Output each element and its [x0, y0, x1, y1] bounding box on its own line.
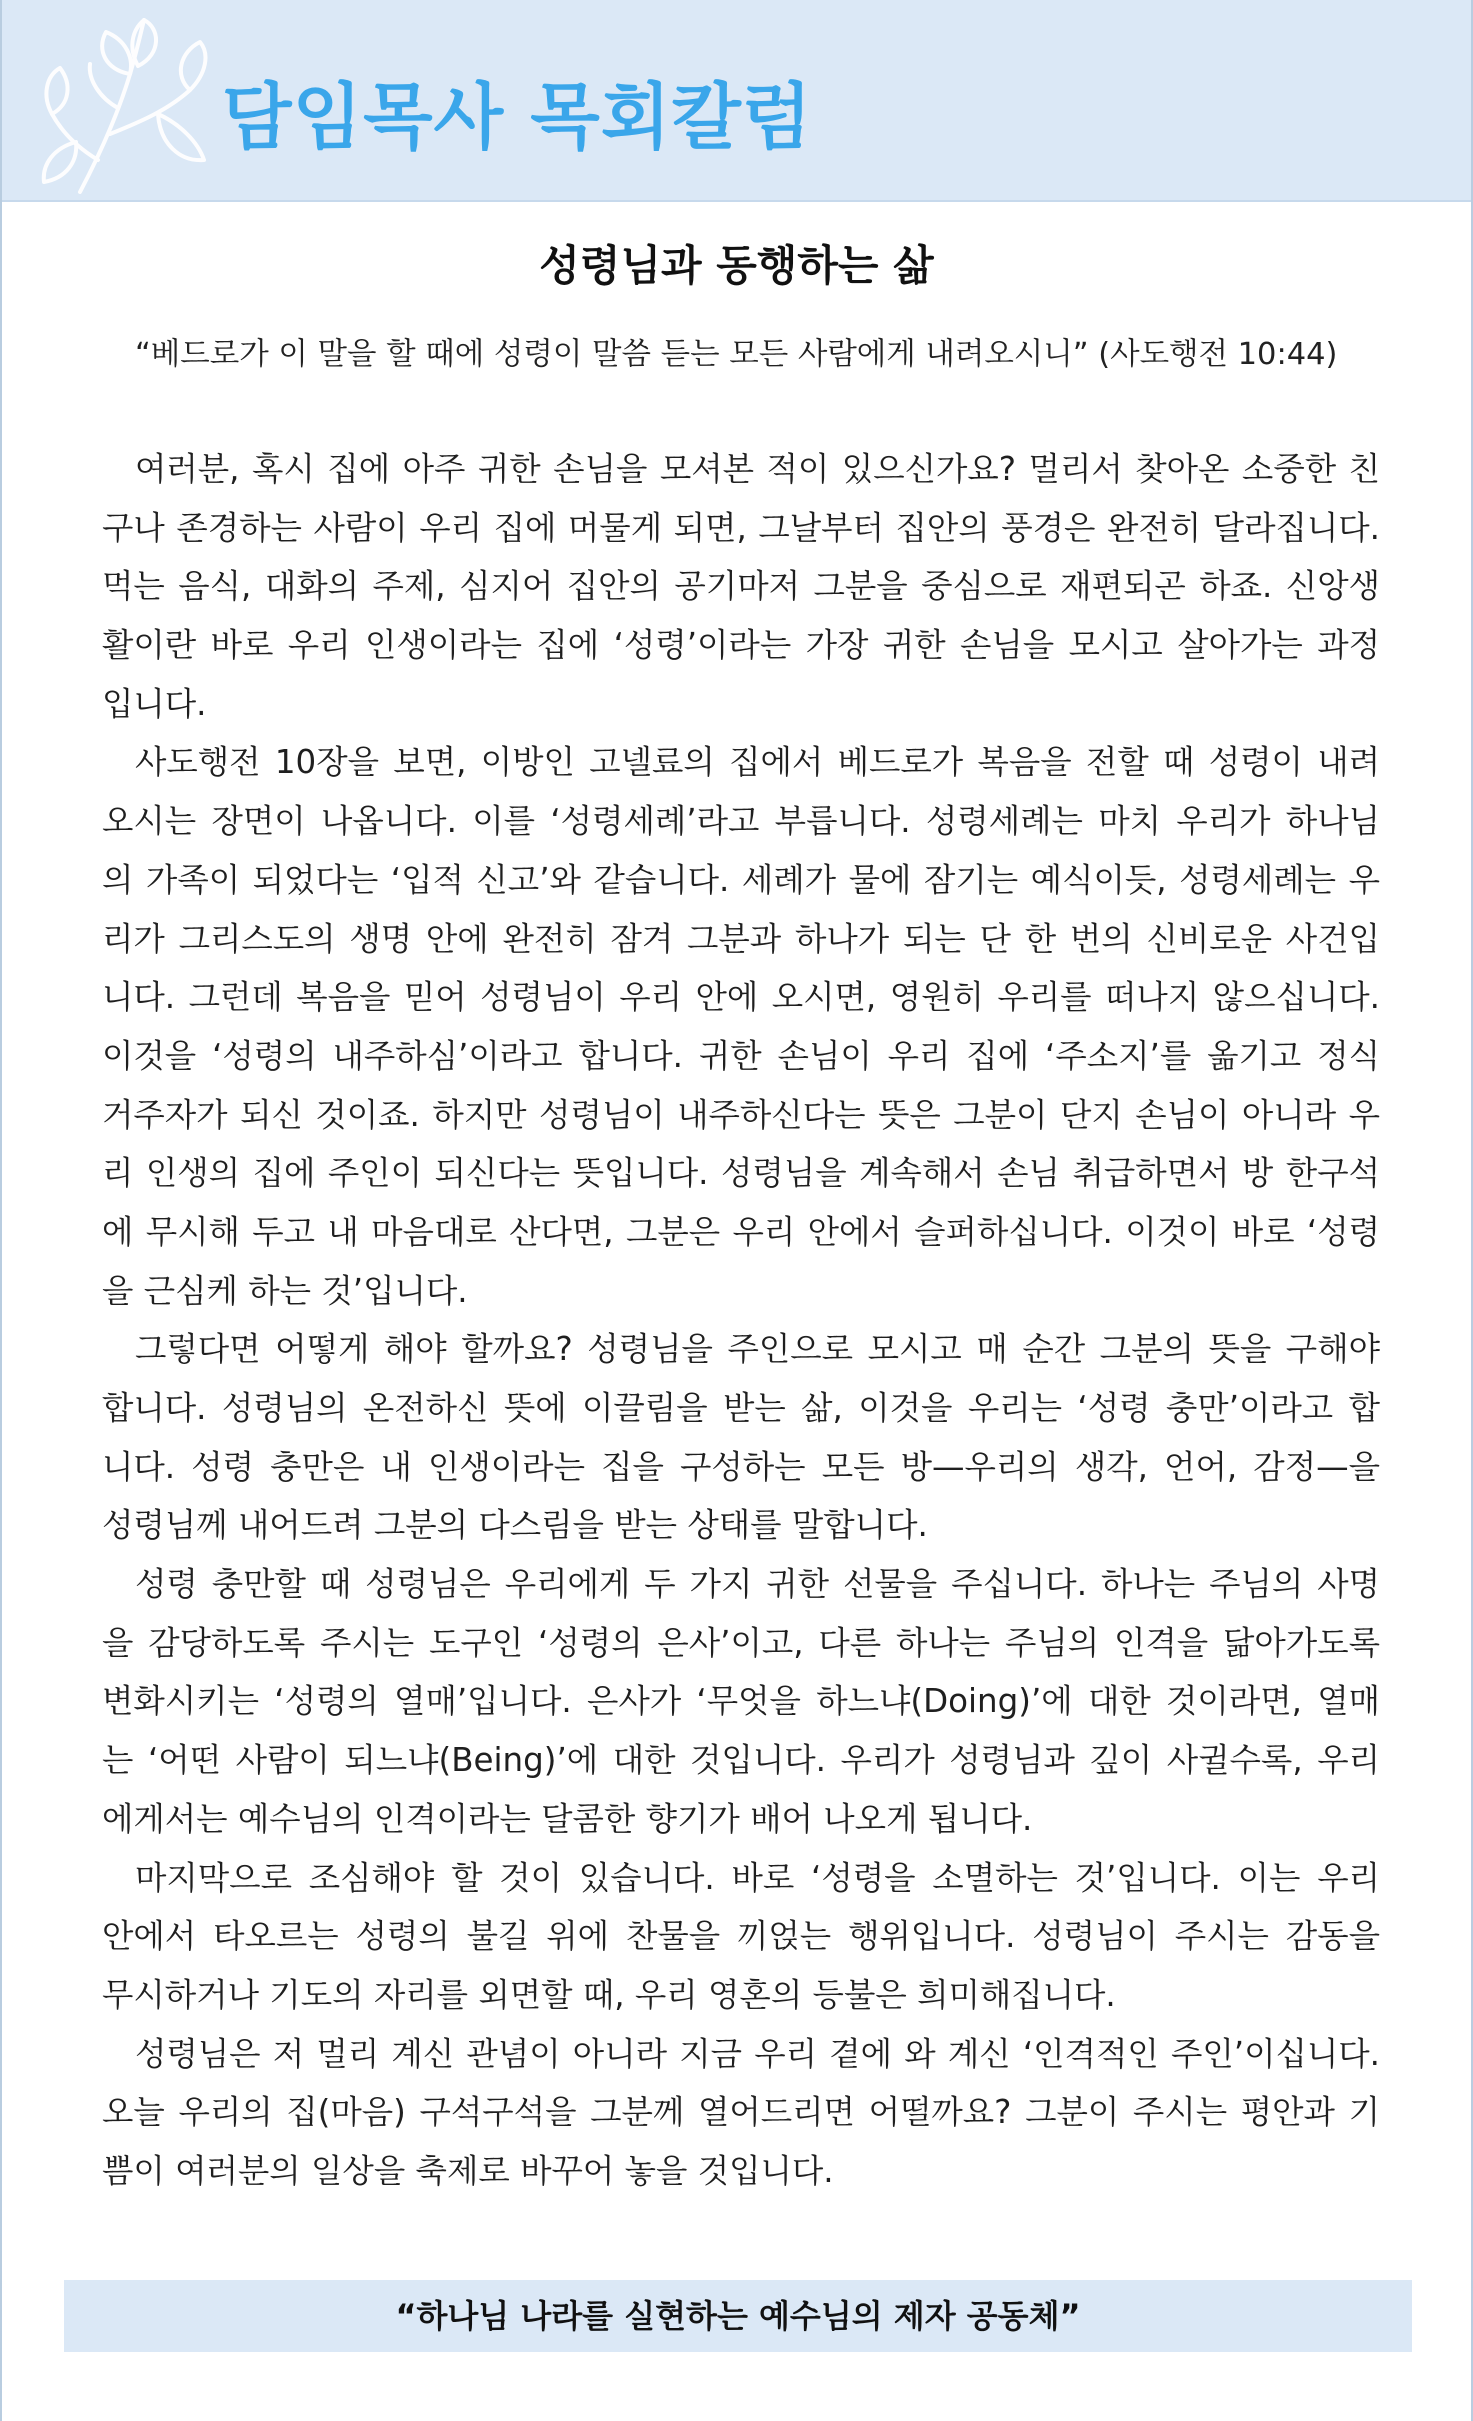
body-line: 니다. 성령 충만은 내 인생이라는 집을 구성하는 모든 방—우리의 생각, 언어, 감정—을	[102, 1447, 1380, 1486]
body-line: 는 ‘어떤 사람이 되느냐(Being)’에 대한 것입니다. 우리가 성령님과 깊이 사귈수록, 우리	[102, 1741, 1380, 1780]
body-line: 성령님께 내어드려 그분의 다스림을 받는 상태를 말합니다.	[102, 1506, 928, 1545]
body-line: 합니다. 성령님의 온전하신 뜻에 이끌림을 받는 삶, 이것을 우리는 ‘성령 충만’이라고 합	[102, 1389, 1380, 1427]
body-line: 사도행전 10장을 보면, 이방인 고넬료의 집에서 베드로가 복음을 전할 때 성령이 내려	[135, 743, 1380, 782]
article-title: 성령님과 동행하는 삶	[539, 241, 934, 290]
body-line: 안에서 타오르는 성령의 불길 위에 찬물을 끼얹는 행위입니다. 성령님이 주시는 감동을	[102, 1917, 1380, 1956]
body-line: 거주자가 되신 것이죠. 하지만 성령님이 내주하신다는 뜻은 그분이 단지 손님이 아니라 우	[102, 1095, 1380, 1134]
body-line: 이것을 ‘성령의 내주하심’이라고 합니다. 귀한 손님이 우리 집에 ‘주소지’를 옮기고 정식	[102, 1036, 1380, 1075]
column-title: 담임목사 목회칼럼	[222, 75, 813, 159]
article-body	[102, 440, 1380, 2201]
scripture-verse: “베드로가 이 말을 할 때에 성령이 말씀 듣는 모든 사람에게 내려오시니” (사도행전 10:44)	[135, 337, 1338, 372]
body-line: 성령님은 저 멀리 계신 관념이 아니라 지금 우리 곁에 와 계신 ‘인격적인 주인’이십니다.	[135, 2034, 1380, 2073]
body-line: 변화시키는 ‘성령의 열매’입니다. 은사가 ‘무엇을 하느냐(Doing)’에 대한 것이라면, 열매	[102, 1682, 1380, 1721]
body-line: 에게서는 예수님의 인격이라는 달콤한 향기가 배어 나오게 됩니다.	[102, 1799, 1033, 1838]
body-line: 을 근심케 하는 것’입니다.	[102, 1271, 468, 1310]
body-line: 오시는 장면이 나옵니다. 이를 ‘성령세례’라고 부릅니다. 성령세례는 마치 우리가 하나님	[102, 802, 1380, 841]
body-line: 활이란 바로 우리 인생이라는 집에 ‘성령’이라는 가장 귀한 손님을 모시고 살아가는 과정	[102, 626, 1380, 665]
body-line: 마지막으로 조심해야 할 것이 있습니다. 바로 ‘성령을 소멸하는 것’입니다. 이는 우리	[135, 1858, 1380, 1897]
body-line: 입니다.	[102, 684, 207, 723]
body-line: 리 인생의 집에 주인이 되신다는 뜻입니다. 성령님을 계속해서 손님 취급하면서 방 한구석	[102, 1154, 1380, 1193]
church-motto: “하나님 나라를 실현하는 예수님의 제자 공동체”	[395, 2297, 1081, 2335]
body-line: 을 감당하도록 주시는 도구인 ‘성령의 은사’이고, 다른 하나는 주님의 인격을 닮아가도록	[102, 1623, 1380, 1662]
body-line: 리가 그리스도의 생명 안에 완전히 잠겨 그분과 하나가 되는 단 한 번의 신비로운 사건입	[102, 919, 1380, 958]
body-line: 무시하거나 기도의 자리를 외면할 때, 우리 영혼의 등불은 희미해집니다.	[102, 1975, 1116, 2014]
body-line: 쁨이 여러분의 일상을 축제로 바꾸어 놓을 것입니다.	[102, 2151, 834, 2190]
body-line: 그렇다면 어떻게 해야 할까요? 성령님을 주인으로 모시고 매 순간 그분의 뜻을 구해야	[135, 1330, 1380, 1369]
header-band	[0, 0, 1473, 202]
body-line: 오늘 우리의 집(마음) 구석구석을 그분께 열어드리면 어떨까요? 그분이 주시는 평안과 기	[102, 2093, 1380, 2132]
body-line: 에 무시해 두고 내 마음대로 산다면, 그분은 우리 안에서 슬퍼하십니다. 이것이 바로 ‘성령	[102, 1212, 1380, 1251]
body-line: 의 가족이 되었다는 ‘입적 신고’와 같습니다. 세례가 물에 잠기는 예식이듯, 성령세례는 우	[102, 860, 1380, 899]
footer-motto-bar	[64, 2280, 1412, 2352]
body-line: 구나 존경하는 사람이 우리 집에 머물게 되면, 그날부터 집안의 풍경은 완전히 달라집니다.	[102, 508, 1380, 547]
body-line: 니다. 그런데 복음을 믿어 성령님이 우리 안에 오시면, 영원히 우리를 떠나지 않으십니다.	[102, 978, 1380, 1017]
leaf-branch-icon	[40, 14, 215, 194]
body-line: 여러분, 혹시 집에 아주 귀한 손님을 모셔본 적이 있으신가요? 멀리서 찾아온 소중한 친	[135, 450, 1380, 488]
body-line: 먹는 음식, 대화의 주제, 심지어 집안의 공기마저 그분을 중심으로 재편되곤 하죠. 신앙생	[102, 567, 1380, 606]
body-line: 성령 충만할 때 성령님은 우리에게 두 가지 귀한 선물을 주십니다. 하나는 주님의 사명	[135, 1565, 1380, 1604]
